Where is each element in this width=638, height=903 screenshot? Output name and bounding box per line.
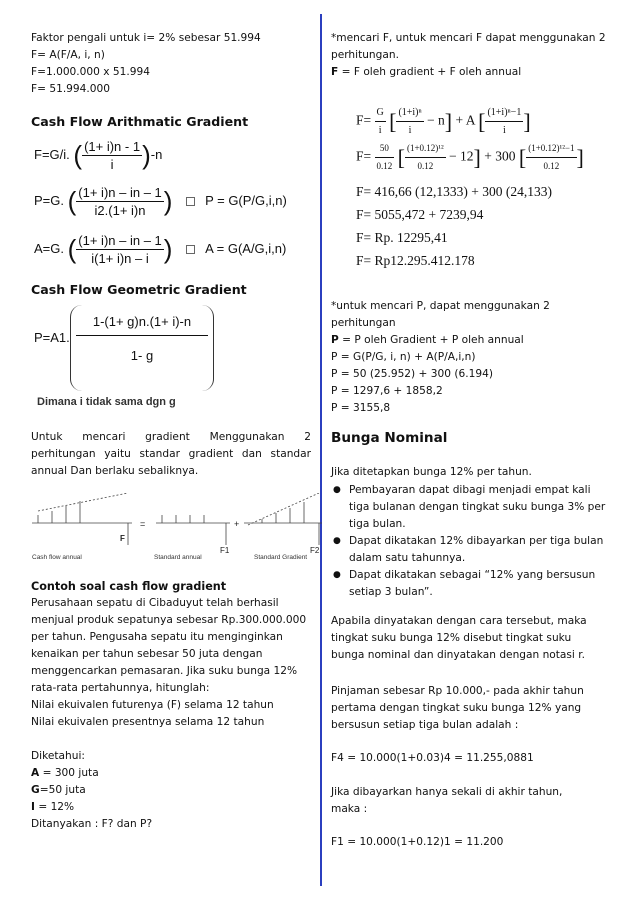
fraction [485, 104, 523, 139]
intro-block [31, 30, 311, 98]
numerator: (1+ i)n – in – 1 [78, 233, 162, 248]
diagram-plus: + [234, 519, 240, 529]
numerator: (1+0.12)¹²−1 [526, 140, 576, 158]
list-item: ● Pembayaran dapat dibagi menjadi empat kali tiga bulanan dengan tingkat suku bunga 3% per tiga bulan. [331, 482, 613, 533]
numerator: (1+0.12)¹² [405, 140, 446, 158]
formula-lhs: F= [356, 112, 372, 128]
text-line [331, 332, 613, 349]
text-line: Untuk mencari gradient Menggunakan 2 [31, 431, 311, 443]
text-rest: = F oleh gradient + F oleh annual [338, 66, 522, 78]
bracket-open: ( [67, 234, 77, 264]
known-item [31, 782, 311, 799]
fraction [76, 232, 163, 267]
text-line: *mencari F, untuk mencari F dapat menggunakan 2 [331, 32, 606, 44]
denominator: i(1+ i)n – i [91, 251, 149, 266]
f-calc-line-2 [356, 140, 584, 175]
known-key: A [31, 767, 40, 779]
bold-symbol: F [331, 66, 339, 78]
known-key: G [31, 784, 40, 796]
text-line: P = 1297,6 + 1858,2 [331, 385, 443, 397]
diagram-equals: = [140, 519, 146, 529]
bracket-open: [ [389, 109, 397, 134]
numerator: 50 [375, 140, 395, 158]
numerator: 1-(1+ g)n.(1+ i)-n [92, 314, 192, 329]
fraction [396, 104, 423, 139]
nominal-intro: Jika ditetapkan bunga 12% per tahun. [331, 466, 532, 478]
text-line: Nilai ekuivalen futurenya (F) selama 12 tahun [31, 699, 274, 711]
example-paragraph [31, 595, 311, 731]
f1-line: F1 = 10.000(1+0.12)1 = 11.200 [331, 836, 504, 848]
text-line: Pinjaman sebesar Rp 10.000,- pada akhir tahun [331, 685, 584, 697]
column-divider [320, 14, 322, 886]
denominator: 1- g [130, 348, 154, 363]
f-calc-results [356, 180, 552, 272]
calc-line: F= Rp. 12295,41 [356, 230, 448, 245]
known-block [31, 748, 311, 833]
f4-line: F4 = 10.000(1+0.03)4 = 11.255,0881 [331, 752, 534, 764]
nominal-bullet-list [331, 482, 613, 601]
arith-formula-f [34, 138, 162, 173]
text-line: tingkat suku bunga 12% disebut tingkat suku [331, 632, 572, 644]
paragraph-b [331, 683, 613, 734]
text-line: Nilai ekuivalen presentnya selama 12 tahun [31, 716, 265, 728]
formula-plus: + 300 [484, 148, 516, 164]
fraction-bar [76, 335, 208, 336]
text-line: annual Dan berlaku sebaliknya. [31, 465, 199, 477]
text-line: bunga nominal dan dinyatakan dengan notasi r. [331, 649, 585, 661]
bracket-open: [ [478, 109, 486, 134]
numerator: (1+i)ⁿ−1 [485, 104, 523, 122]
bracket-open: ( [67, 186, 77, 216]
f-intro [331, 30, 613, 81]
calc-line: F= Rp12.295.412.178 [356, 253, 475, 268]
text-line: Faktor pengali untuk i= 2% sebesar 51.994 [31, 32, 261, 44]
bracket-open: [ [397, 145, 405, 170]
bold-symbol: P [331, 334, 339, 346]
denominator: i [82, 155, 142, 173]
fraction [526, 140, 576, 175]
text-line: F= 51.994.000 [31, 83, 110, 95]
text-line: maka : [331, 803, 368, 815]
formula-lhs: F=G/i. [34, 146, 70, 162]
text-line: kenaikan per tahun sebesar 50 juta dengan [31, 648, 263, 660]
bracket-close: ] [444, 109, 453, 134]
denominator: 0.12 [543, 161, 560, 171]
text-line: perhitungan. [331, 49, 399, 61]
arith-formula-a [34, 232, 286, 267]
bracket-close: ) [142, 140, 151, 170]
known-item [31, 799, 311, 816]
text-line: P = 3155,8 [331, 402, 391, 414]
denominator: i [503, 125, 506, 136]
fraction [76, 184, 163, 219]
fraction [405, 140, 446, 175]
p-block [331, 298, 613, 417]
text-line: *untuk mencari P, dapat menggunakan 2 [331, 300, 550, 312]
list-item: ● Dapat dikatakan 12% dibayarkan per tiga bulan dalam satu tahunnya. [331, 533, 613, 567]
diagram-caption-standard-gradient: Standard Gradient [254, 554, 308, 561]
formula-tail: -n [150, 146, 163, 162]
denominator: i [378, 125, 382, 136]
numerator: (1+i)ⁿ [396, 104, 423, 122]
formula-mid: − n [427, 112, 445, 128]
asked-line: Ditanyakan : F? dan P? [31, 818, 153, 830]
text-line: Perusahaan sepatu di Cibaduyut telah berhasil [31, 597, 279, 609]
denominator: i2.(1+ i)n [94, 203, 146, 218]
arith-formula-p [34, 184, 287, 219]
diagram-caption-standard-annual: Standard annual [154, 554, 202, 561]
text-line: perhitungan yaitu standar gradient dan standar [31, 448, 311, 460]
diagram-caption-annual: Cash flow annual [32, 554, 82, 561]
cashflow-diagram [30, 493, 322, 563]
denominator: i [408, 125, 412, 136]
numerator: G [375, 104, 386, 122]
fraction [375, 140, 395, 175]
calc-line: F= 5055,472 + 7239,94 [356, 207, 484, 222]
bracket-open: [ [518, 145, 527, 170]
formula-rhs: P = G(P/G,i,n) [205, 192, 287, 208]
paragraph-a [331, 613, 613, 664]
known-item [31, 765, 311, 782]
numerator: (1+ i)n – in – 1 [78, 185, 162, 200]
bracket-close: ] [576, 145, 584, 170]
bracket-close: ] [523, 109, 531, 134]
text-line: Jika dibayarkan hanya sekali di akhir tahun, [331, 786, 563, 798]
text-line: F=1.000.000 x 51.994 [31, 66, 150, 78]
calc-line: F= 416,66 (12,1333) + 300 (24,133) [356, 184, 552, 199]
diagram-f2: F2 [310, 546, 320, 555]
text-line: per tahun. Pengusaha sepatu itu menginginkan [31, 631, 283, 643]
text-line: P = G(P/G, i, n) + A(P/A,i,n) [331, 351, 476, 363]
diagram-f: F [120, 534, 125, 543]
arith-heading: Cash Flow Arithmatic Gradient [31, 114, 249, 129]
text-line [331, 64, 613, 81]
box-icon [186, 245, 195, 254]
text-line: bersusun setiap tiga bulan adalah : [331, 719, 519, 731]
denominator: 0.12 [376, 161, 393, 171]
known-value: = 12% [34, 801, 75, 813]
diagram-f1: F1 [220, 546, 230, 555]
numerator: (1+ i)n - 1 [84, 139, 141, 154]
text-line: Apabila dinyatakan dengan cara tersebut, maka [331, 615, 587, 627]
box-icon [186, 197, 195, 206]
nominal-heading: Bunga Nominal [331, 430, 448, 446]
text-rest: = P oleh Gradient + P oleh annual [338, 334, 524, 346]
known-key: I [31, 801, 35, 813]
fraction [82, 138, 142, 173]
text-line: rata-rata pertahunnya, hitunglah: [31, 682, 210, 694]
text-line: menjual produk sepatunya sebesar Rp.300.000.000 [31, 614, 307, 626]
formula-lhs: F= [356, 148, 372, 164]
formula-rhs: A = G(A/G,i,n) [205, 240, 287, 256]
example-heading: Contoh soal cash flow gradient [31, 580, 227, 593]
known-label: Diketahui: [31, 750, 85, 762]
list-item: ● Dapat dikatakan sebagai “12% yang bersusun setiap 3 bulan”. [331, 567, 613, 601]
bracket-close: ] [473, 145, 481, 170]
f-calc-line-1 [356, 104, 531, 139]
bracket-open: ( [73, 140, 83, 170]
bracket-close: ) [163, 186, 173, 216]
formula-mid: − 12 [449, 148, 474, 164]
geo-heading: Cash Flow Geometric Gradient [31, 282, 247, 297]
text-line: pertama dengan tingkat suku bunga 12% yang [331, 702, 582, 714]
formula-lhs: P=A1. [34, 330, 70, 345]
paragraph-gradient [31, 429, 311, 480]
formula-plus: + A [455, 112, 475, 128]
bracket-close: ) [163, 234, 173, 264]
known-value: = 300 juta [39, 767, 99, 779]
formula-lhs: A=G. [34, 240, 64, 256]
text-line: F= A(F/A, i, n) [31, 49, 105, 61]
known-value: =50 juta [39, 784, 86, 796]
geo-note: Dimana i tidak sama dgn g [37, 396, 176, 408]
denominator: 0.12 [417, 161, 434, 171]
paragraph-c [331, 784, 613, 818]
fraction [375, 104, 386, 139]
text-line: menggencarkan pemasaran. Jika suku bunga 12% [31, 665, 298, 677]
text-line: perhitungan [331, 317, 396, 329]
text-line: P = 50 (25.952) + 300 (6.194) [331, 368, 493, 380]
formula-lhs: P=G. [34, 192, 64, 208]
